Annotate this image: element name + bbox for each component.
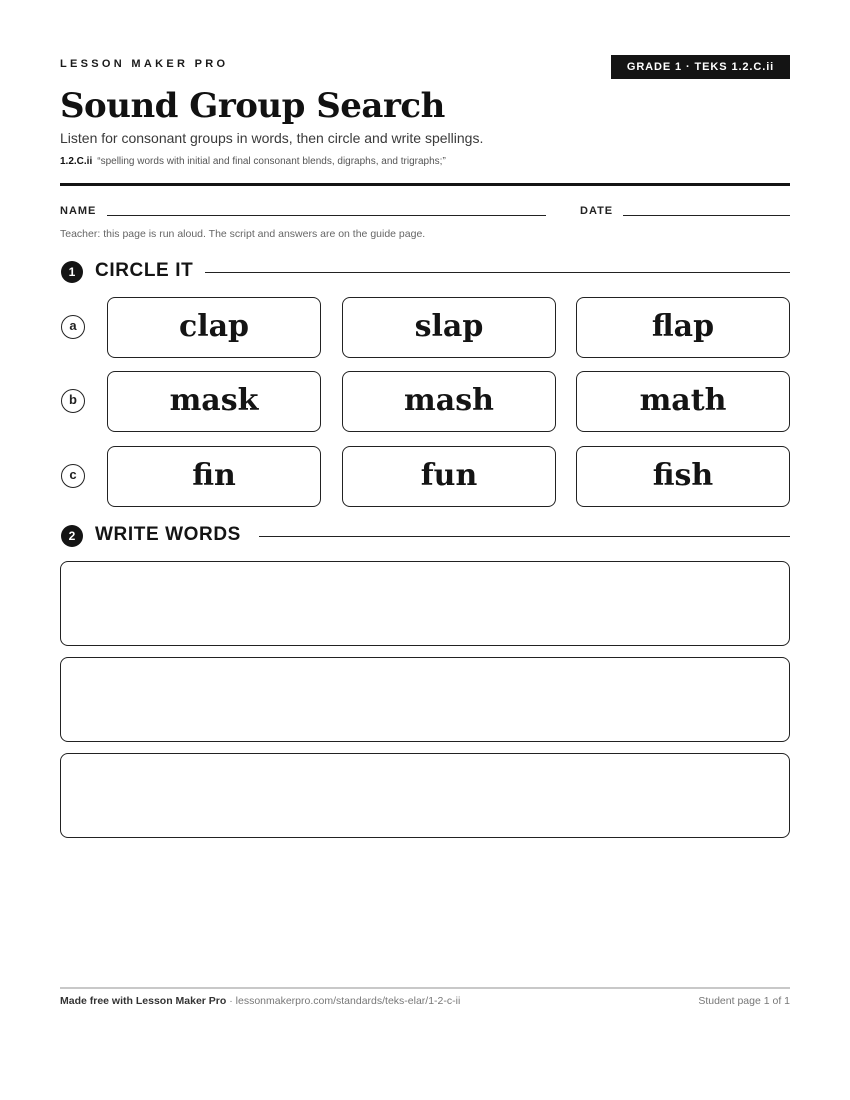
section-1-title: CIRCLE IT xyxy=(95,260,194,281)
footer-url[interactable]: · lessonmakerpro.com/standards/teks-elar/1-2-c-ii xyxy=(226,995,461,1007)
footer-credit xyxy=(60,995,460,1007)
footer-made-with: Made free with Lesson Maker Pro xyxy=(60,995,227,1007)
teacher-note: Teacher: this page is run aloud. The script and answers are on the guide page. xyxy=(60,228,426,240)
write-box-1[interactable] xyxy=(60,561,790,646)
word-choice-fish[interactable]: fish xyxy=(576,446,790,507)
row-c-letter: c xyxy=(61,464,85,488)
header-divider xyxy=(60,183,790,186)
word-choice-clap[interactable]: clap xyxy=(107,297,321,358)
date-field[interactable] xyxy=(623,215,790,216)
word-choice-fin[interactable]: fin xyxy=(107,446,321,507)
write-box-2[interactable] xyxy=(60,657,790,742)
section-2-number: 2 xyxy=(61,525,83,547)
word-choice-math[interactable]: math xyxy=(576,371,790,432)
standard-code: 1.2.C.ii xyxy=(60,156,93,167)
footer-page-number: Student page 1 of 1 xyxy=(698,995,790,1007)
grade-badge: GRADE 1 · TEKS 1.2.C.ii xyxy=(611,55,790,79)
row-a-letter: a xyxy=(61,315,85,339)
name-label: NAME xyxy=(60,205,97,217)
date-label: DATE xyxy=(580,205,614,217)
section-2-rule xyxy=(259,536,790,537)
word-choice-mask[interactable]: mask xyxy=(107,371,321,432)
footer-divider xyxy=(60,987,790,989)
row-b-letter: b xyxy=(61,389,85,413)
name-field[interactable] xyxy=(107,215,546,216)
brand-name: LESSON MAKER PRO xyxy=(60,58,229,70)
word-choice-fun[interactable]: fun xyxy=(342,446,556,507)
word-choice-slap[interactable]: slap xyxy=(342,297,556,358)
write-box-3[interactable] xyxy=(60,753,790,838)
page-subtitle: Listen for consonant groups in words, then circle and write spellings. xyxy=(60,130,484,146)
standard-text: “spelling words with initial and final consonant blends, digraphs, and trigraphs;” xyxy=(97,156,446,167)
page-title: Sound Group Search xyxy=(60,86,445,126)
section-1-rule xyxy=(205,272,790,273)
word-choice-mash[interactable]: mash xyxy=(342,371,556,432)
section-1-number: 1 xyxy=(61,261,83,283)
word-choice-flap[interactable]: flap xyxy=(576,297,790,358)
standard-line xyxy=(60,156,446,167)
section-2-title: WRITE WORDS xyxy=(95,524,241,545)
